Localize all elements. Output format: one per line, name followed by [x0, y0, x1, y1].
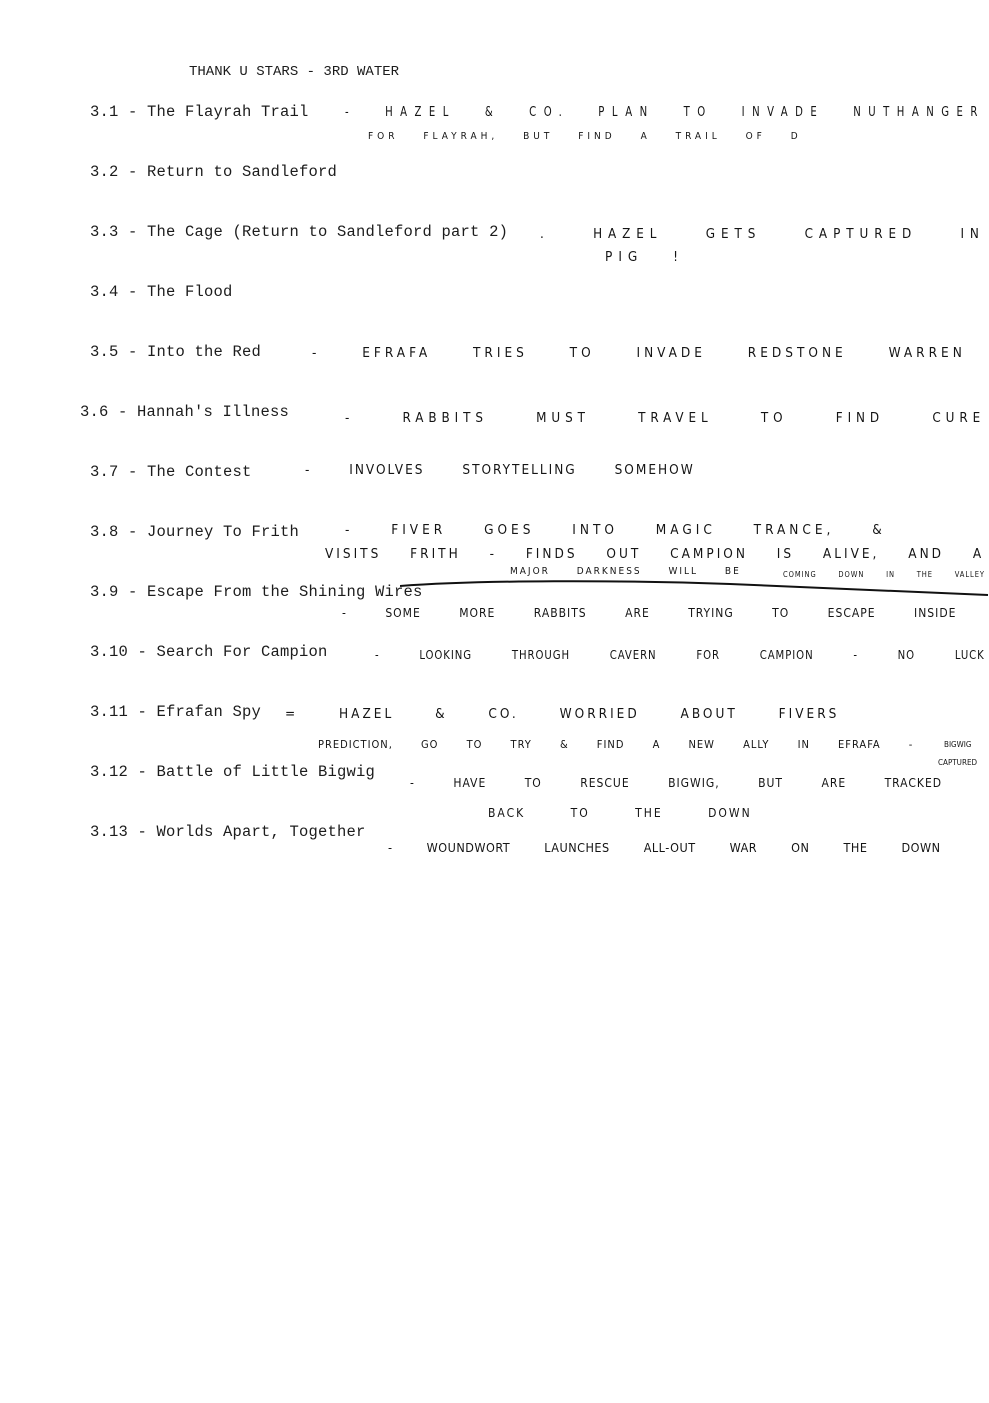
episode-3-8-note-line-2: VISITS FRITH - FINDS OUT CAMPION IS ALIVE, AND A — [325, 546, 985, 562]
episode-3-8-note-line-3: MAJOR DARKNESS WILL BE — [510, 566, 741, 577]
episode-3-12-title: 3.12 - Battle of Little Bigwig — [90, 763, 376, 781]
episode-3-13-note: - WOUNDWORT LAUNCHES ALL-OUT WAR ON THE DOWN — [388, 840, 941, 855]
episode-3-7-note: - INVOLVES STORYTELLING SOMEHOW — [305, 462, 695, 478]
episode-3-11-note-line-4: CAPTURED — [938, 758, 978, 767]
episode-3-12-note-line-1: - HAVE TO RESCUE BIGWIG, BUT ARE TRACKED — [410, 776, 943, 790]
episode-3-10-note: - LOOKING THROUGH CAVERN FOR CAMPION - NO LUCK — [375, 648, 985, 662]
episode-3-1-title: 3.1 - The Flayrah Trail — [90, 103, 309, 121]
episode-3-3-title: 3.3 - The Cage (Return to Sandleford part 2) — [90, 223, 509, 241]
episode-3-3-note-line-2: PIG ! — [605, 249, 685, 265]
episode-3-1-note-line-1: - HAZEL & CO. PLAN TO INVADE NUTHANGER — [345, 104, 985, 120]
episode-3-11-note-line-2: PREDICTION, GO TO TRY & FIND A NEW ALLY IN EFRAFA - — [318, 738, 914, 751]
episode-3-11-note-line-3: BIGWIG — [944, 740, 972, 749]
episode-3-8-title: 3.8 - Journey To Frith — [90, 523, 300, 541]
episode-3-9-note: - SOME MORE RABBITS ARE TRYING TO ESCAPE INSIDE — [342, 606, 957, 620]
episode-3-2-title: 3.2 - Return to Sandleford — [90, 163, 338, 181]
handwritten-divider-line — [400, 578, 989, 598]
episode-3-3-note-line-1: . HAZEL GETS CAPTURED IN — [540, 226, 985, 242]
episode-3-8-note-line-4: COMING DOWN IN THE VALLEY — [783, 570, 985, 579]
episode-3-13-title: 3.13 - Worlds Apart, Together — [90, 823, 366, 841]
episode-3-9-title: 3.9 - Escape From the Shining Wires — [90, 583, 423, 601]
episode-3-11-note-line-1: = HAZEL & CO. WORRIED ABOUT FIVERS — [285, 706, 840, 722]
episode-3-8-note-line-1: - FIVER GOES INTO MAGIC TRANCE, & — [345, 522, 886, 538]
episode-3-1-note-line-2: FOR FLAYRAH, BUT FIND A TRAIL OF D — [368, 131, 802, 142]
episode-3-6-note: - RABBITS MUST TRAVEL TO FIND CURE — [345, 410, 986, 426]
episode-3-10-title: 3.10 - Search For Campion — [90, 643, 328, 661]
episode-3-6-title: 3.6 - Hannah's Illness — [80, 403, 290, 421]
episode-3-7-title: 3.7 - The Contest — [90, 463, 252, 481]
episode-3-11-title: 3.11 - Efrafan Spy — [90, 703, 262, 721]
page-title: THANK U STARS - 3RD WATER — [189, 64, 400, 80]
episode-3-5-title: 3.5 - Into the Red — [90, 343, 262, 361]
episode-3-5-note: - EFRAFA TRIES TO INVADE REDSTONE WARREN — [312, 345, 966, 361]
episode-3-12-note-line-2: BACK TO THE DOWN — [488, 806, 752, 820]
episode-3-4-title: 3.4 - The Flood — [90, 283, 233, 301]
